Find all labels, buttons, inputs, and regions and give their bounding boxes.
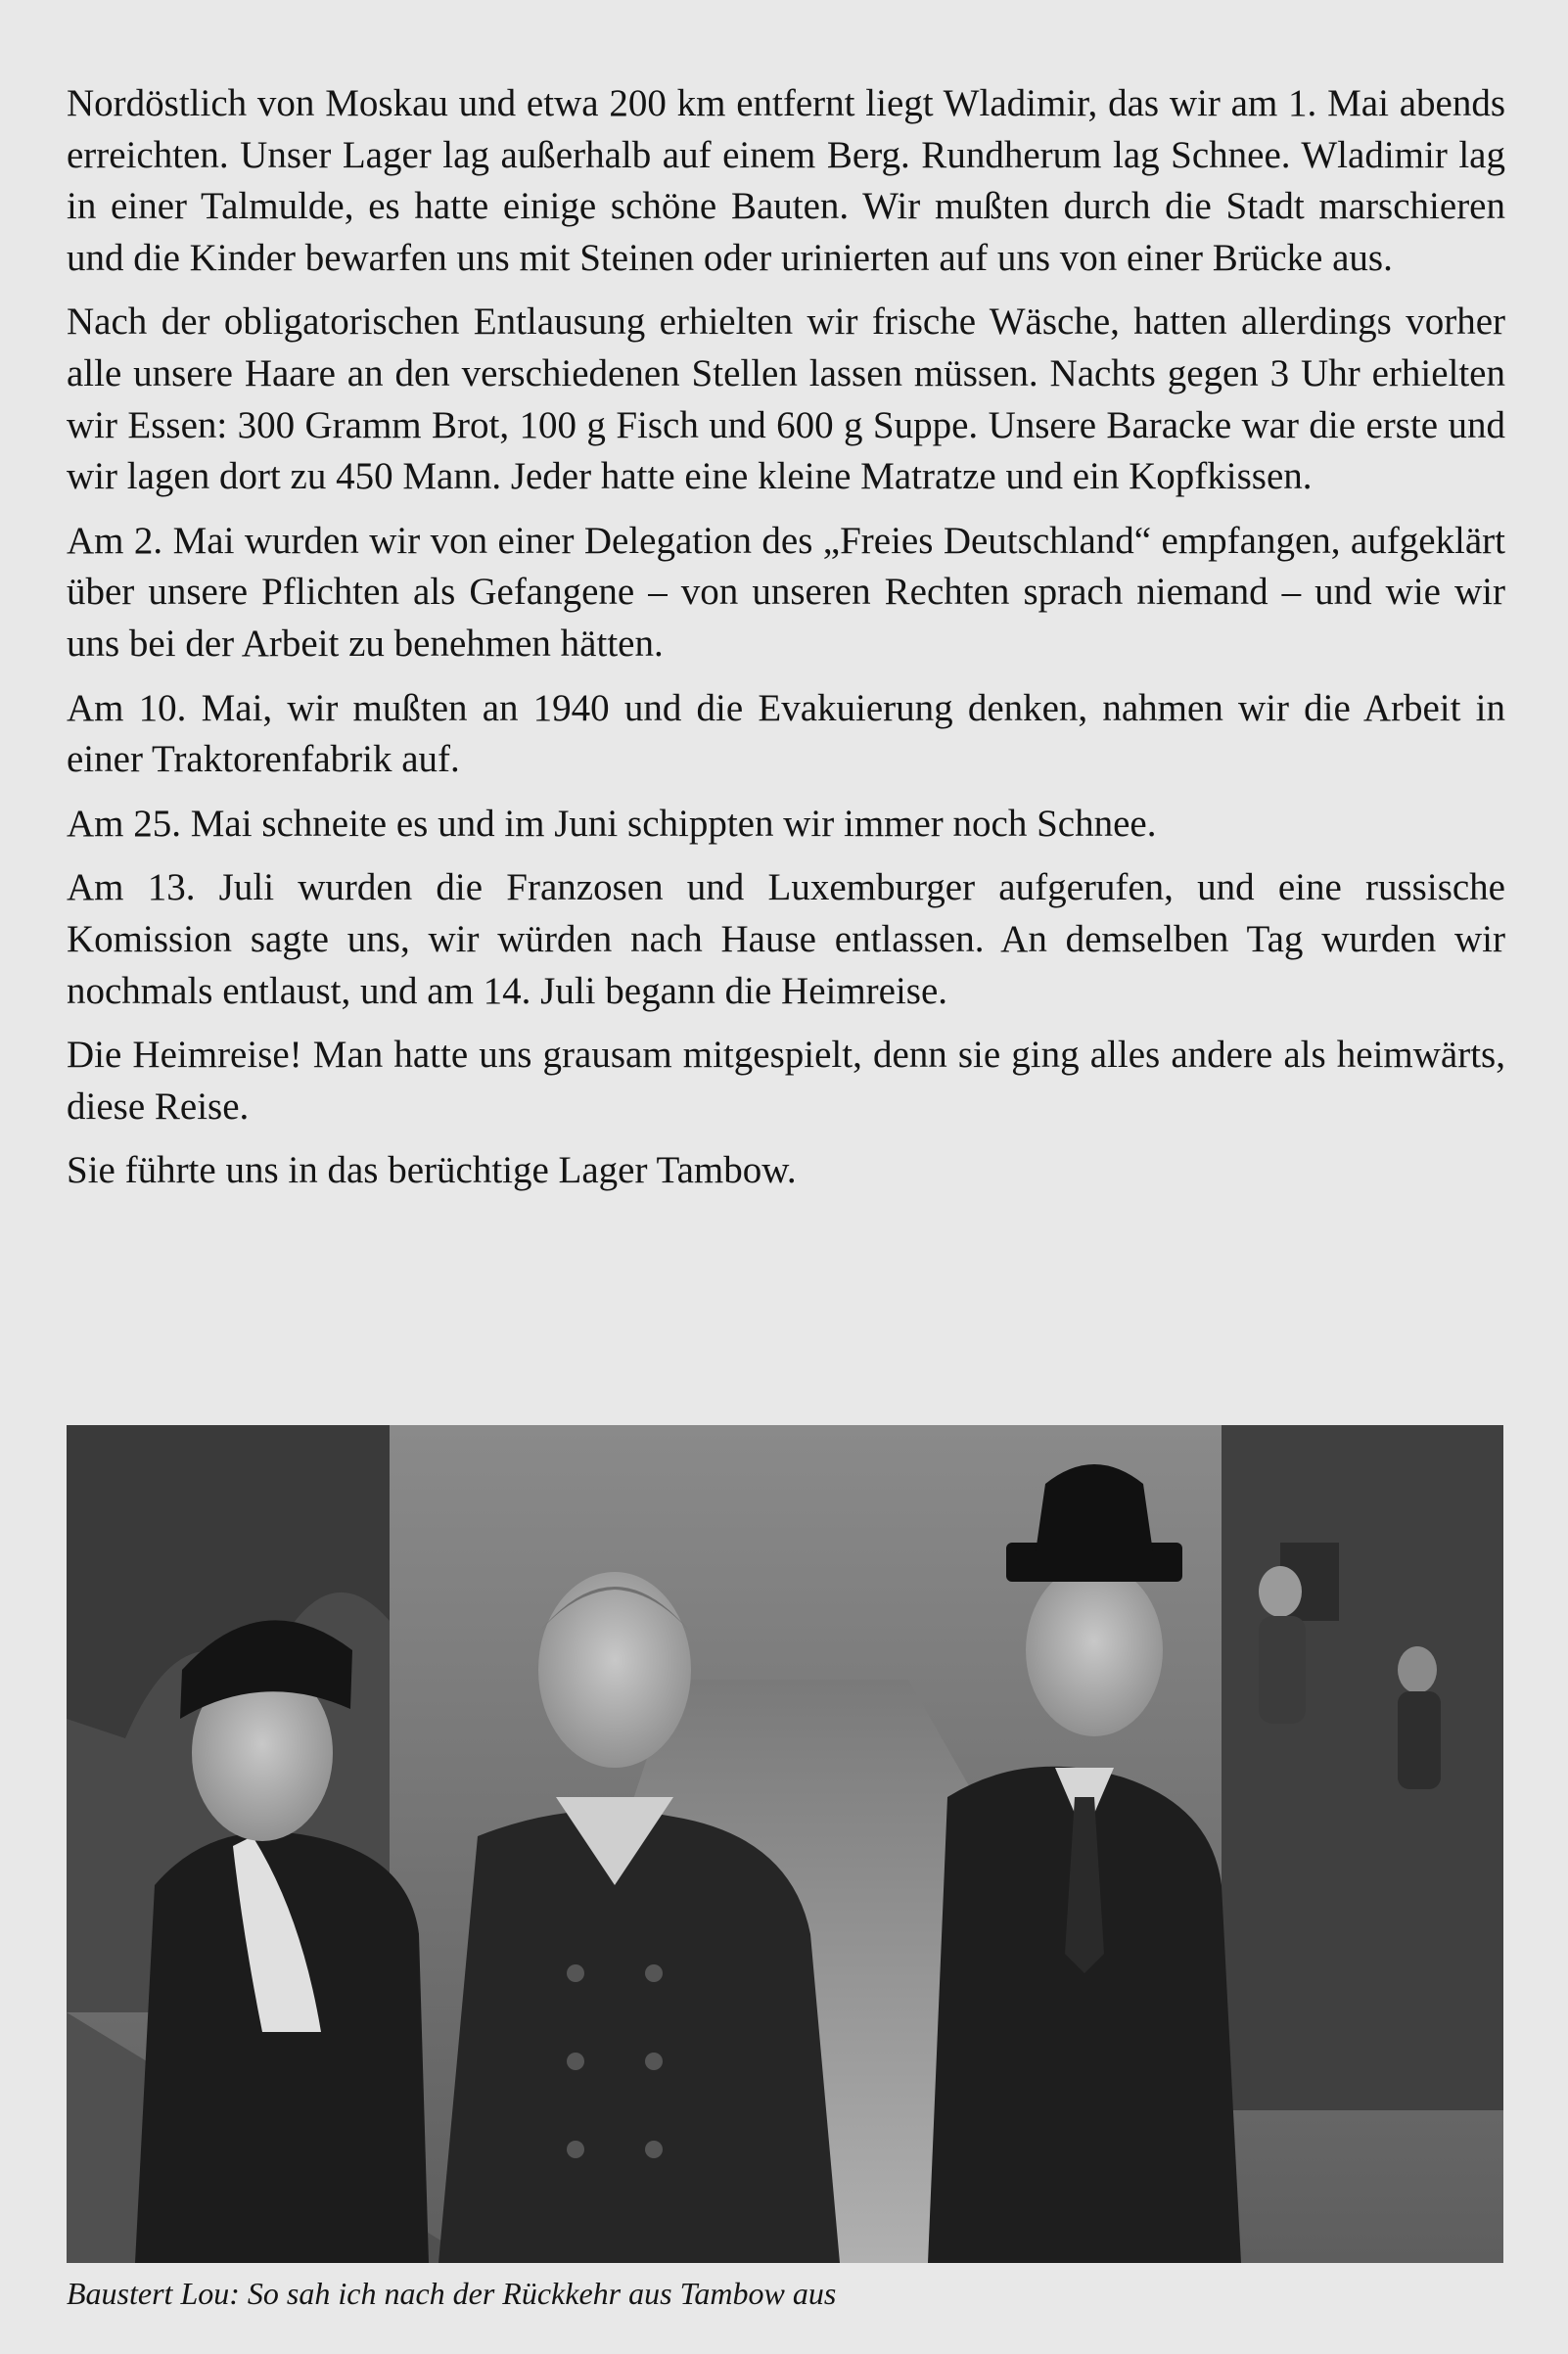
paragraph-3: Am 2. Mai wurden wir von einer Delegation des „Freies Deutschland“ empfangen, aufgeklärt über unsere Pflichten als Gefangene – von unseren Rechten sprach niemand – und wie wir uns bei der Arbeit zu benehmen hätten. [67,519,1505,665]
body-text [67,78,1505,1210]
paragraph-7: Die Heimreise! Man hatte uns grausam mitgespielt, denn sie ging alles andere als heimwärts, diese Reise. [67,1034,1505,1128]
photograph [67,1425,1503,2263]
photo-caption: Baustert Lou: So sah ich nach der Rückkehr aus Tambow aus [67,2276,837,2311]
paragraph-5: Am 25. Mai schneite es und im Juni schippten wir immer noch Schnee. [67,802,1157,845]
photograph-illustration [67,1425,1503,2263]
paragraph-2: Nach der obligatorischen Entlausung erhielten wir frische Wäsche, hatten allerdings vorher alle unsere Haare an den verschiedenen Stellen lassen müssen. Nachts gegen 3 Uhr erhielten wir Essen: 300 Gramm Brot, 100 g Fisch und 600 g Suppe. Unsere Baracke war die erste und wir lagen dort zu 450 Mann. Jeder hatte eine kleine Matratze und ein Kopfkissen. [67,300,1505,498]
paragraph-8: Sie führte uns in das berüchtige Lager Tambow. [67,1149,797,1192]
paragraph-4: Am 10. Mai, wir mußten an 1940 und die Evakuierung denken, nahmen wir die Arbeit in einer Traktorenfabrik auf. [67,686,1505,781]
paragraph-6: Am 13. Juli wurden die Franzosen und Luxemburger aufgerufen, und eine russische Komission sagte uns, wir würden nach Hause entlassen. An demselben Tag wurden wir nochmals entlaust, und am 14. Juli begann die Heimreise. [67,866,1505,1012]
paragraph-1: Nordöstlich von Moskau und etwa 200 km entfernt liegt Wladimir, das wir am 1. Mai abends erreichten. Unser Lager lag außerhalb auf einem Berg. Rundherum lag Schnee. Wladimir lag in einer Talmulde, es hatte einige schöne Bauten. Wir mußten durch die Stadt marschieren und die Kinder bewarfen uns mit Steinen oder urinierten auf uns von einer Brücke aus. [67,82,1505,279]
